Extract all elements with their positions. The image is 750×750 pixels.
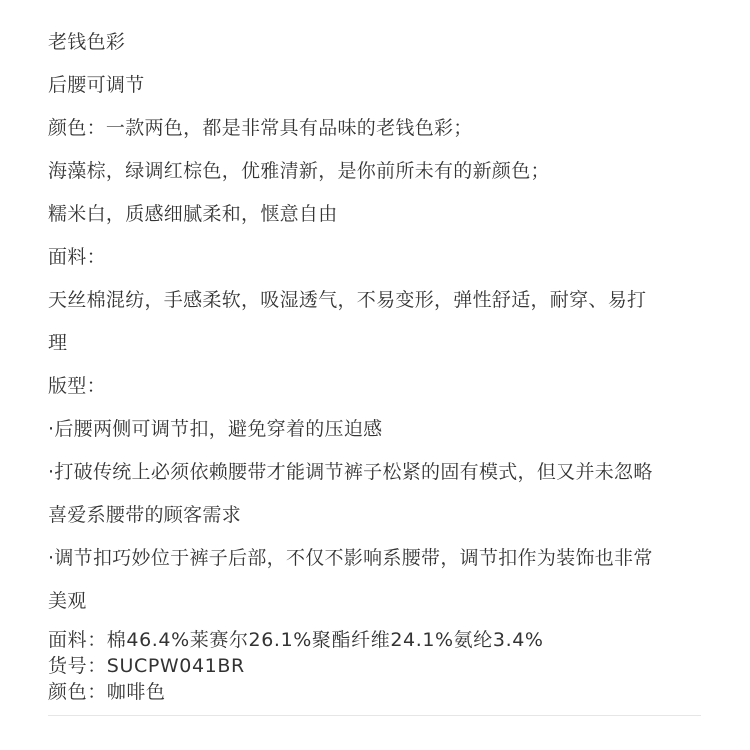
description-line: 后腰可调节 <box>48 74 145 96</box>
description-line: 海藻棕，绿调红棕色，优雅清新，是你前所未有的新颜色； <box>48 160 550 182</box>
description-line: 版型： <box>48 375 106 397</box>
description-line: 天丝棉混纺，手感柔软，吸湿透气，不易变形，弹性舒适，耐穿、易打 <box>48 289 647 311</box>
description-line: 糯米白，质感细腻柔和，惬意自由 <box>48 203 338 225</box>
description-line: 老钱色彩 <box>48 31 126 53</box>
description-line: 美观 <box>48 590 87 612</box>
description-line: 理 <box>48 332 68 354</box>
color-spec: 颜色：咖啡色 <box>48 681 166 703</box>
divider <box>48 715 701 716</box>
description-line: 喜爱系腰带的顾客需求 <box>48 504 242 526</box>
description-line: ·调节扣巧妙位于裤子后部，不仅不影响系腰带，调节扣作为装饰也非常 <box>48 547 653 569</box>
fabric-spec: 面料：棉46.4%莱赛尔26.1%聚酯纤维24.1%氨纶3.4% <box>48 629 544 651</box>
description-line: ·后腰两侧可调节扣，避免穿着的压迫感 <box>48 418 383 440</box>
description-line: 面料： <box>48 246 106 268</box>
description-line: 颜色：一款两色，都是非常具有品味的老钱色彩； <box>48 117 473 139</box>
product-specs <box>48 627 708 705</box>
description-line: ·打破传统上必须依赖腰带才能调节裤子松紧的固有模式，但又并未忽略 <box>48 461 653 483</box>
product-description <box>48 21 708 623</box>
item-number-spec: 货号：SUCPW041BR <box>48 655 245 677</box>
